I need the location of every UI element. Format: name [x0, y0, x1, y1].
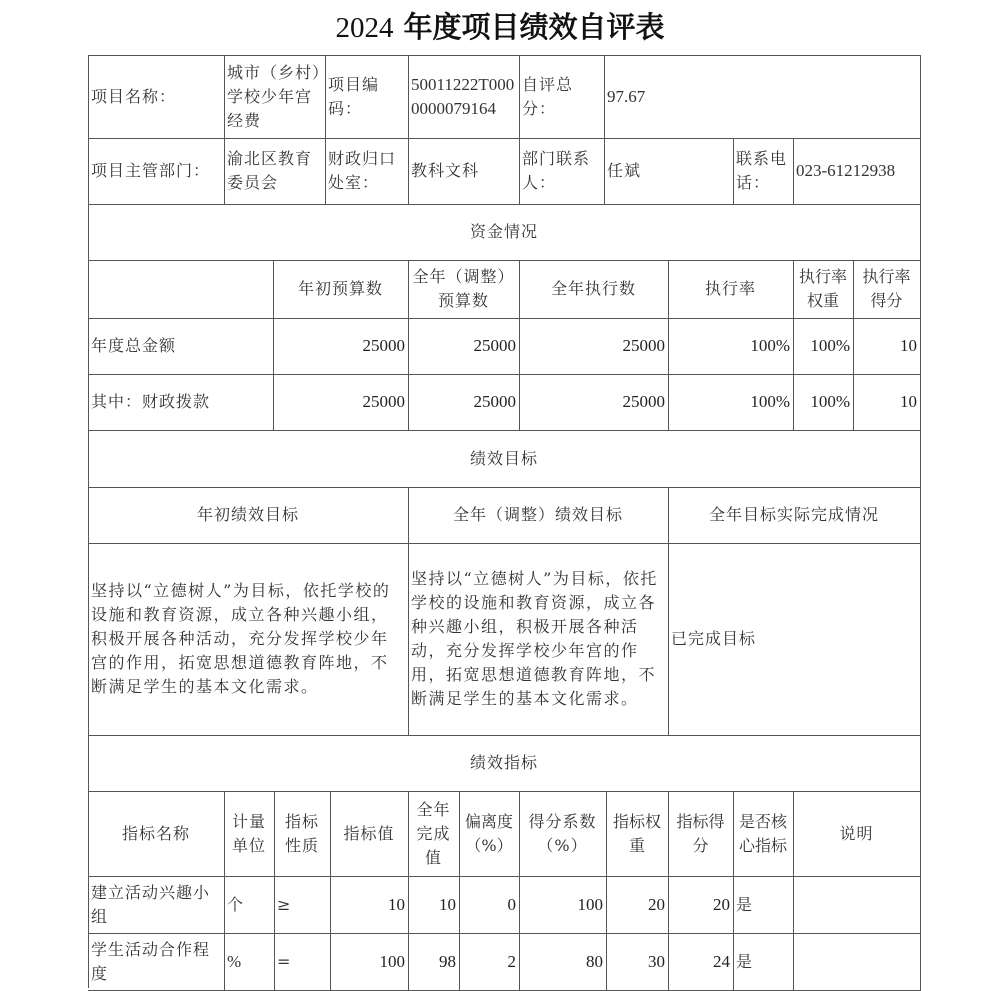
indicator-score: 24 [668, 933, 734, 991]
funding-header-0 [88, 260, 274, 319]
funding-row-label: 年度总金额 [88, 318, 274, 375]
funding-header-exec-weight: 执行率权重 [793, 260, 854, 319]
phone-value: 023-61212938 [793, 138, 921, 205]
finance-office-label: 财政归口处室： [325, 138, 409, 205]
funding-cell: 25000 [519, 374, 669, 431]
project-name-label: 项目名称： [88, 55, 225, 139]
funding-row-label: 其中：财政拨款 [88, 374, 274, 431]
funding-header-executed: 全年执行数 [519, 260, 669, 319]
goals-header-actual: 全年目标实际完成情况 [668, 487, 921, 544]
indicator-header-target: 指标值 [330, 791, 409, 877]
funding-cell: 25000 [273, 374, 409, 431]
funding-cell: 25000 [408, 374, 520, 431]
goals-actual-text: 已完成目标 [668, 543, 921, 736]
funding-cell: 10 [853, 318, 921, 375]
funding-header-adjusted-budget: 全年（调整）预算数 [408, 260, 520, 319]
indicator-header-actual: 全年完成值 [408, 791, 460, 877]
goals-initial-text: 坚持以“立德树人”为目标，依托学校的设施和教育资源，成立各种兴趣小组，积极开展各种活动，充分发挥学校少年宫的作用，拓宽思想道德教育阵地，不断满足学生的基本文化需求。 [88, 543, 409, 736]
indicator-header-note: 说明 [793, 791, 921, 877]
self-score-value: 97.67 [604, 55, 921, 139]
goals-header-adjusted: 全年（调整）绩效目标 [408, 487, 669, 544]
indicator-note [793, 876, 921, 934]
funding-cell: 25000 [519, 318, 669, 375]
project-name-value: 城市（乡村）学校少年宫经费 [224, 55, 326, 139]
goals-header-initial: 年初绩效目标 [88, 487, 409, 544]
goals-adjusted-text: 坚持以“立德树人”为目标，依托学校的设施和教育资源，成立各种兴趣小组，积极开展各种活动，充分发挥学校少年宫的作用，拓宽思想道德教育阵地，不断满足学生的基本文化需求。 [408, 543, 669, 736]
contact-value: 任斌 [604, 138, 734, 205]
indicator-weight: 30 [606, 933, 669, 991]
funding-cell: 25000 [408, 318, 520, 375]
contact-label: 部门联系人： [519, 138, 605, 205]
indicator-header-unit: 计量单位 [224, 791, 275, 877]
indicator-coefficient: 100 [519, 876, 607, 934]
indicator-unit: % [224, 933, 275, 991]
funding-section-title: 资金情况 [88, 204, 921, 261]
phone-label: 联系电话： [733, 138, 794, 205]
indicator-core: 是 [733, 933, 794, 991]
goals-section-title: 绩效目标 [88, 430, 921, 488]
funding-header-initial-budget: 年初预算数 [273, 260, 409, 319]
indicator-score: 20 [668, 876, 734, 934]
indicator-target: 100 [330, 933, 409, 991]
indicator-actual: 10 [408, 876, 460, 934]
indicator-name: 建立活动兴趣小组 [88, 876, 225, 934]
indicator-weight: 20 [606, 876, 669, 934]
indicator-actual: 98 [408, 933, 460, 991]
page-title [0, 0, 1000, 55]
dept-label: 项目主管部门： [88, 138, 225, 205]
title-year: 2024 [335, 12, 394, 44]
indicator-header-score: 指标得分 [668, 791, 734, 877]
indicator-header-nature: 指标性质 [274, 791, 331, 877]
indicator-header-coefficient: 得分系数（%） [519, 791, 607, 877]
dept-value: 渝北区教育委员会 [224, 138, 326, 205]
indicator-nature: = [274, 933, 331, 991]
indicator-deviation: 0 [459, 876, 520, 934]
self-score-label: 自评总分： [519, 55, 605, 139]
funding-header-exec-rate: 执行率 [668, 260, 794, 319]
indicator-deviation: 2 [459, 933, 520, 991]
funding-cell: 100% [668, 318, 794, 375]
indicator-coefficient: 80 [519, 933, 607, 991]
funding-cell: 100% [668, 374, 794, 431]
indicators-section-title: 绩效指标 [88, 735, 921, 792]
indicator-target: 10 [330, 876, 409, 934]
indicator-name: 学生活动合作程度 [88, 933, 225, 991]
indicator-header-name: 指标名称 [88, 791, 225, 877]
project-code-value: 50011222T0000000079164 [408, 55, 520, 139]
indicator-header-weight: 指标权重 [606, 791, 669, 877]
indicator-note [793, 933, 921, 991]
funding-cell: 10 [853, 374, 921, 431]
indicator-header-deviation: 偏离度（%） [459, 791, 520, 877]
project-code-label: 项目编码： [325, 55, 409, 139]
indicator-unit: 个 [224, 876, 275, 934]
funding-header-exec-score: 执行率得分 [853, 260, 921, 319]
funding-cell: 100% [793, 374, 854, 431]
indicator-header-core: 是否核心指标 [733, 791, 794, 877]
finance-office-value: 教科文科 [408, 138, 520, 205]
indicator-core: 是 [733, 876, 794, 934]
funding-cell: 100% [793, 318, 854, 375]
title-text: 年度项目绩效自评表 [403, 10, 665, 44]
indicator-nature: ≥ [274, 876, 331, 934]
funding-cell: 25000 [273, 318, 409, 375]
